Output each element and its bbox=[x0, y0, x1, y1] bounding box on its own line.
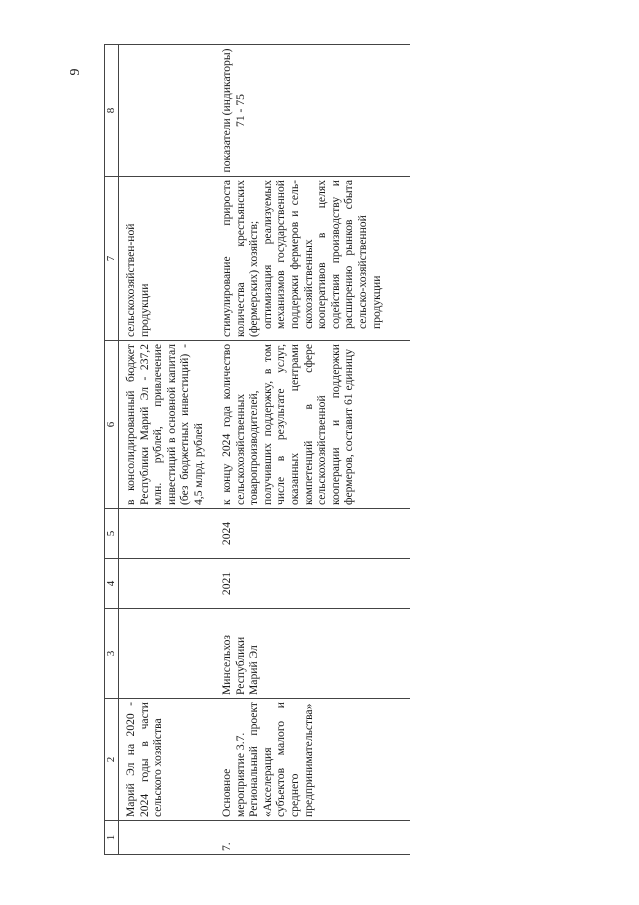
result-text: к концу 2024 года количество сельскохозяйственных товаропроизводителей, получивших поддержку, в том числе в результате услуг, оказанных центрами компетенций в сфере сельскохозяйственной кооперации и поддержки фермеров, составит 61 единицу bbox=[220, 344, 356, 505]
result-text: в консолидированный бюджет Республики Марий Эл - 237,2 млн. рублей, привлечение инвестиций в основной капитал (без бюджетных инвестиций) - 4,5 млрд. рублей bbox=[124, 344, 205, 505]
indicators-cell: показатели (индикаторы) 71 - 75 bbox=[220, 45, 410, 177]
impact-cell bbox=[124, 177, 220, 341]
column-number: 8 bbox=[105, 45, 119, 177]
measure-text: Марий Эл на 2020 - 2024 годы в части сельского хозяйства bbox=[124, 702, 165, 817]
executor-cell: Минсельхоз Республики Марий Эл bbox=[220, 609, 410, 699]
column-number: 4 bbox=[105, 559, 119, 609]
measure-text: Региональный проект «Акселерация субъектов малого и среднего предпринимательства» bbox=[247, 702, 315, 817]
impact-text: стимулирование прироста количества крестьянских (фермерских) хозяйств; bbox=[220, 180, 261, 337]
impact-text: оптимизация реализуемых механизмов государственной поддержки фермеров и сель-скохозяйственных кооперативов в целях содействия производству и расширению рынков сбыта сельско-хозяйственной продукции bbox=[260, 180, 383, 329]
end-year-cell: 2024 bbox=[220, 509, 410, 559]
measure-text: Основное мероприятие 3.7. bbox=[220, 732, 247, 817]
table-row bbox=[220, 45, 410, 855]
column-number: 6 bbox=[105, 341, 119, 509]
table-row bbox=[124, 45, 220, 855]
row-number: 7. bbox=[220, 821, 410, 855]
column-number: 3 bbox=[105, 609, 119, 699]
rotated-page bbox=[104, 45, 534, 855]
row-number bbox=[124, 821, 220, 855]
measure-cell bbox=[220, 699, 410, 821]
column-number-row bbox=[105, 45, 119, 855]
column-number: 7 bbox=[105, 177, 119, 341]
impact-cell bbox=[220, 177, 410, 341]
column-number: 5 bbox=[105, 509, 119, 559]
column-number: 2 bbox=[105, 699, 119, 821]
start-year-cell bbox=[124, 559, 220, 609]
column-number: 1 bbox=[105, 821, 119, 855]
impact-text: сельскохозяйствен-ной продукции bbox=[124, 223, 151, 337]
page-number: 9 bbox=[68, 68, 83, 76]
end-year-cell bbox=[124, 509, 220, 559]
measures-table bbox=[104, 44, 410, 855]
result-cell bbox=[124, 341, 220, 509]
executor-cell bbox=[124, 609, 220, 699]
start-year-cell: 2021 bbox=[220, 559, 410, 609]
indicators-cell bbox=[124, 45, 220, 177]
measure-cell bbox=[124, 699, 220, 821]
result-cell bbox=[220, 341, 410, 509]
